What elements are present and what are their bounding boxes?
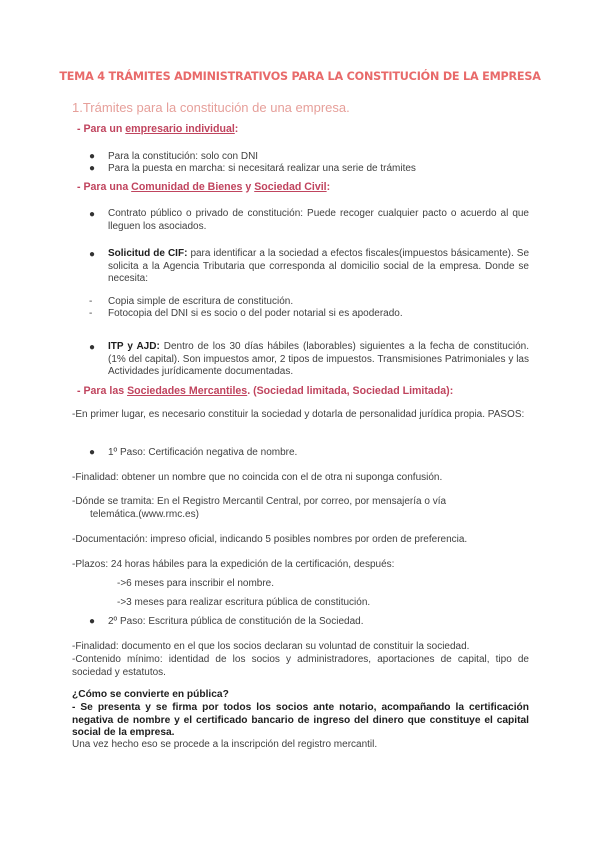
bullet-icon: ●: [89, 151, 96, 162]
subheading-comunidad: [77, 181, 330, 193]
dash-marker: -: [89, 308, 93, 319]
paragraph: -Finalidad: obtener un nombre que no coincida con el de otra ni suponga confusión.: [72, 472, 443, 483]
list-item: 1º Paso: Certificación negativa de nombre.: [108, 447, 298, 458]
paragraph: Una vez hecho eso se procede a la inscripción del registro mercantil.: [72, 739, 378, 750]
dash-item: Fotocopia del DNI si es socio o del poder notarial si es apoderado.: [108, 308, 403, 319]
paragraph: -En primer lugar, es necesario constituir la sociedad y dotarla de personalidad jurídica propia. PASOS:: [72, 409, 525, 420]
subheading-sociedades: [77, 385, 453, 397]
question-heading: ¿Cómo se convierte en pública?: [72, 689, 229, 700]
bullet-icon: ●: [89, 342, 96, 353]
paragraph: -Plazos: 24 horas hábiles para la expedición de la certificación, después:: [72, 559, 395, 570]
document-title: TEMA 4 TRÁMITES ADMINISTRATIVOS PARA LA CONSTITUCIÓN DE LA EMPRESA: [59, 70, 541, 83]
paragraph: -Dónde se tramita: En el Registro Mercantil Central, por correo, por mensajería o vía: [72, 496, 447, 507]
section-heading: 1.Trámites para la constitución de una empresa.: [72, 100, 350, 115]
paragraph-continued: telemática.(www.rmc.es): [90, 509, 199, 520]
arrow-item: ->6 meses para inscribir el nombre.: [117, 578, 275, 589]
paragraph: -Documentación: impreso oficial, indicando 5 posibles nombres por orden de preferencia.: [72, 534, 468, 545]
arrow-item: ->3 meses para realizar escritura pública de constitución.: [117, 597, 371, 608]
list-item: Para la constitución: solo con DNI: [108, 151, 259, 162]
subheading-empresario: [77, 123, 238, 135]
subheading-underlined: empresario individual: [125, 123, 235, 135]
dash-item: Copia simple de escritura de constitución.: [108, 296, 294, 307]
item-bold-label: ITP y AJD:: [108, 341, 160, 352]
bullet-icon: ●: [89, 447, 96, 458]
item-bold-label: Solicitud de CIF:: [108, 248, 188, 259]
item-text: para identificar a la sociedad a efectos fiscales(impuestos básicamente). Se solicita a la Agencia Tributaria que corresponda al domicilio social de la empresa. Donde se necesita:: [108, 248, 530, 284]
subheading-connector: y: [242, 181, 255, 193]
paragraph: -Finalidad: documento en el que los socios declaran su voluntad de constituir la sociedad.: [72, 641, 470, 652]
list-item: [108, 248, 529, 286]
paragraph: -Contenido mínimo: identidad de los socios y administradores, aportaciones de capital, tipo de sociedad y estatutos.: [72, 654, 529, 678]
subheading-suffix: :: [234, 123, 239, 135]
subheading-suffix: . (Sociedad limitada, Sociedad Limitada):: [247, 385, 454, 397]
bullet-icon: ●: [89, 616, 96, 627]
item-text: Dentro de los 30 días hábiles (laborables) siguientes a la fecha de constitución. (1% del capital). Son impuestos amor, 2 tipos de impuestos. Transmisiones Patrimoniales y las Actividades jurídicamente documentadas.: [108, 341, 529, 377]
bullet-icon: ●: [89, 209, 96, 220]
subheading-suffix: :: [326, 181, 331, 193]
list-item: 2º Paso: Escritura pública de constitución de la Sociedad.: [108, 616, 364, 627]
bullet-icon: ●: [89, 163, 96, 174]
answer-bold: - Se presenta y se firma por todos los socios ante notario, acompañando la certificación negativa de nombre y el certificado bancario de ingreso del dinero que constituye el capital social de la empresa.: [72, 702, 529, 738]
subheading-underlined: Sociedades Mercantiles: [127, 385, 248, 397]
bullet-icon: ●: [89, 249, 96, 260]
subheading-underlined: Comunidad de Bienes: [131, 181, 243, 193]
subheading-prefix: - Para un: [77, 123, 126, 135]
dash-marker: -: [89, 296, 93, 307]
subheading-underlined: Sociedad Civil: [254, 181, 327, 193]
list-item: Para la puesta en marcha: si necesitará realizar una serie de trámites: [108, 163, 416, 174]
list-item: [108, 341, 529, 379]
list-item: Contrato público o privado de constitución: Puede recoger cualquier pacto o acuerdo al que lleguen los asociados.: [108, 208, 529, 232]
subheading-prefix: - Para una: [77, 181, 132, 193]
subheading-prefix: - Para las: [77, 385, 128, 397]
